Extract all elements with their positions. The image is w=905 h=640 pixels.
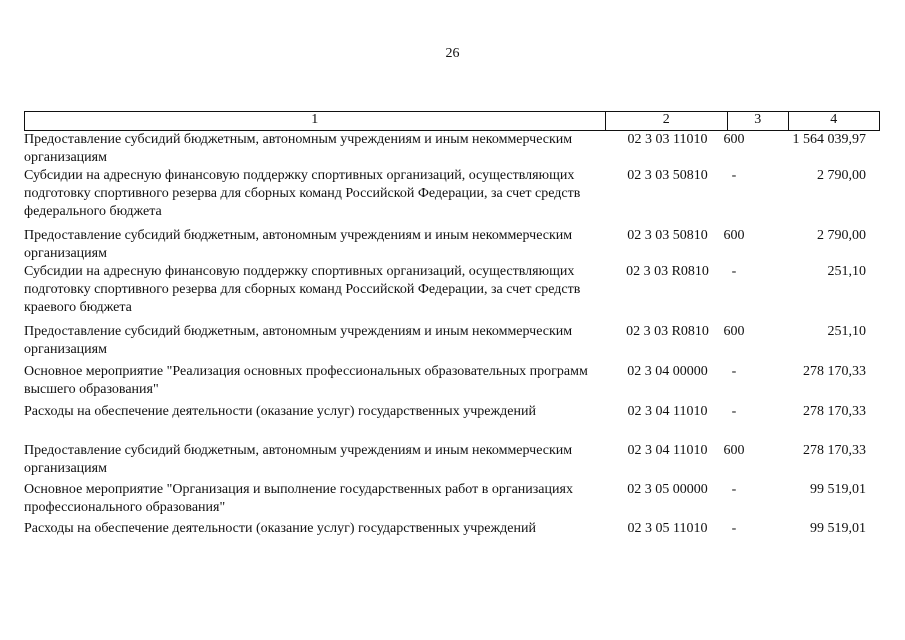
row-expense-type: - bbox=[731, 482, 737, 497]
row-sum: 251,10 bbox=[827, 264, 866, 279]
row-name: Расходы на обеспечение деятельности (оказание услуг) государственных учреждений bbox=[24, 521, 536, 536]
row-code: 02 3 03 R0810 bbox=[626, 264, 709, 279]
row-sum: 278 170,33 bbox=[803, 404, 866, 419]
row-expense-type: - bbox=[731, 168, 737, 183]
row-name: Основное мероприятие "Реализация основных профессиональных образовательных программ высшего образования" bbox=[24, 364, 588, 397]
row-sum: 99 519,01 bbox=[810, 521, 866, 536]
row-code: 02 3 04 00000 bbox=[627, 364, 708, 379]
row-code: 02 3 03 50810 bbox=[627, 228, 708, 243]
column-header-3: 3 bbox=[728, 112, 789, 130]
row-sum: 2 790,00 bbox=[817, 168, 866, 183]
row-name: Основное мероприятие "Организация и выполнение государственных работ в организациях профессионального образования" bbox=[24, 482, 573, 515]
row-name: Предоставление субсидий бюджетным, автономным учреждениям и иным некоммерческим организациям bbox=[24, 132, 573, 165]
row-expense-type: 600 bbox=[723, 324, 745, 339]
row-sum: 2 790,00 bbox=[817, 228, 866, 243]
row-code: 02 3 05 00000 bbox=[627, 482, 708, 497]
row-name: Субсидии на адресную финансовую поддержку спортивных организаций, осуществляющих подготовку спортивного резерва для сборных команд Российской Федерации, за счет средств федерального бюджета bbox=[24, 168, 581, 219]
row-sum: 251,10 bbox=[827, 324, 866, 339]
row-expense-type: 600 bbox=[723, 228, 745, 243]
row-expense-type: 600 bbox=[723, 443, 745, 458]
budget-table bbox=[24, 111, 880, 536]
column-header-4: 4 bbox=[830, 112, 838, 127]
table-header-row bbox=[24, 111, 880, 131]
row-expense-type: - bbox=[731, 364, 737, 379]
row-name: Предоставление субсидий бюджетным, автономным учреждениям и иным некоммерческим организациям bbox=[24, 228, 573, 261]
row-expense-type: - bbox=[731, 404, 737, 419]
row-code: 02 3 03 11010 bbox=[627, 132, 708, 147]
row-name: Субсидии на адресную финансовую поддержку спортивных организаций, осуществляющих подготовку спортивного резерва для сборных команд Российской Федерации, за счет средств краевого бюджета bbox=[24, 264, 581, 315]
row-expense-type: - bbox=[731, 264, 737, 279]
row-code: 02 3 04 11010 bbox=[627, 443, 708, 458]
column-header-1: 1 bbox=[25, 112, 606, 130]
column-header-2: 2 bbox=[606, 112, 728, 130]
page-number: 26 bbox=[445, 46, 460, 61]
row-sum: 278 170,33 bbox=[803, 443, 866, 458]
row-code: 02 3 03 R0810 bbox=[626, 324, 709, 339]
row-sum: 99 519,01 bbox=[810, 482, 866, 497]
row-expense-type: 600 bbox=[723, 132, 745, 147]
row-expense-type: - bbox=[731, 521, 737, 536]
row-code: 02 3 03 50810 bbox=[627, 168, 708, 183]
row-name: Расходы на обеспечение деятельности (оказание услуг) государственных учреждений bbox=[24, 404, 536, 419]
row-sum: 1 564 039,97 bbox=[792, 132, 866, 147]
row-sum: 278 170,33 bbox=[803, 364, 866, 379]
row-code: 02 3 04 11010 bbox=[627, 404, 708, 419]
row-name: Предоставление субсидий бюджетным, автономным учреждениям и иным некоммерческим организациям bbox=[24, 443, 573, 476]
row-name: Предоставление субсидий бюджетным, автономным учреждениям и иным некоммерческим организациям bbox=[24, 324, 573, 357]
row-code: 02 3 05 11010 bbox=[627, 521, 708, 536]
